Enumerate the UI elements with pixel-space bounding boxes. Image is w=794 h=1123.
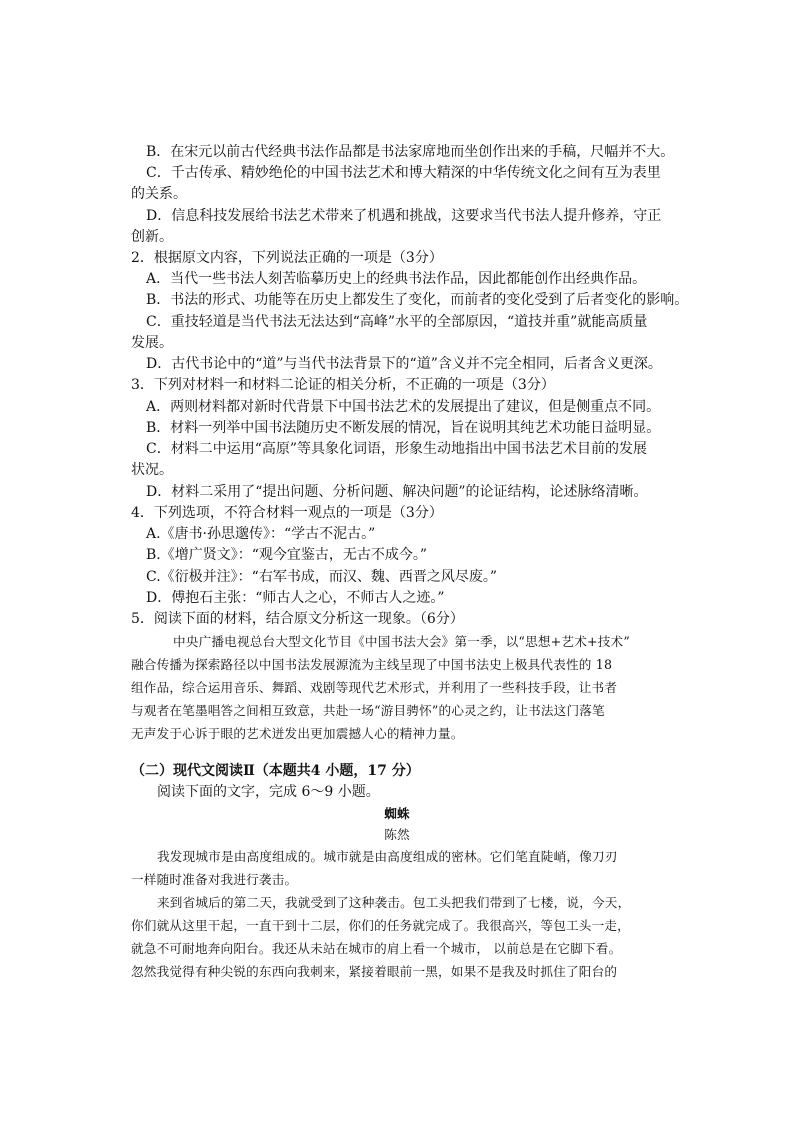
option-line: B．在宋元以前古代经典书法作品都是书法家席地而坐创作出来的手稿，尺幅并不大。 <box>146 144 675 160</box>
option-line: A．两则材料都对新时代背景下中国书法艺术的发展提出了建议，但是侧重点不同。 <box>146 399 661 415</box>
material-line: 组作品，综合运用音乐、舞蹈、戏剧等现代艺术形式，并利用了一些科技手段，让书者 <box>131 680 618 695</box>
option-line: C．重技轻道是当代书法无法达到“高峰”水平的全部原因，“道技并重”就能高质量 <box>146 314 648 330</box>
material-line: 中央广播电视总台大型文化节目《中国书法大会》第一季，以“思想+艺术+技术” <box>173 634 630 649</box>
option-line: C．千古传承、精妙绝伦的中国书法艺术和博大精深的中华传统文化之间有互为表里 <box>146 165 661 181</box>
option-line: D．材料二采用了“提出问题、分析问题、解决问题”的论证结构，论述脉络清晰。 <box>146 484 648 500</box>
question-stem: 2．根据原文内容，下列说法正确的一项是（3分） <box>131 250 443 266</box>
material-line: 与观者在笔墨唱答之间相互致意，共赴一场“游目骋怀”的心灵之约，让书法这门落笔 <box>131 703 605 718</box>
story-line: 你们就从这里干起，一直干到十二层，你们的任务就完成了。我很高兴，等包工头一走， <box>131 918 630 933</box>
story-author: 陈然 <box>384 827 410 842</box>
story-line: 就急不可耐地奔向阳台。我还从未站在城市的肩上看一个城市， 以前总是在它脚下看。 <box>131 941 622 956</box>
question-stem: 5．阅读下面的材料，结合原文分析这一现象。（6分） <box>131 611 464 627</box>
option-line: C.《衍极并注》：“右军书成，而汉、魏、西晋之风尽废。” <box>146 569 497 585</box>
option-line: 的关系。 <box>131 186 187 202</box>
instruction-text: 阅读下面的文字，完成 6～9 小题。 <box>157 784 380 800</box>
story-line: 来到省城后的第二天，我就受到了这种袭击。包工头把我们带到了七楼，说，今天， <box>157 895 631 910</box>
option-line: D．傅抱石主张：“师古人之心，不师古人之迹。” <box>146 590 445 606</box>
option-line: A.《唐书·孙思邈传》：“学古不泥古。” <box>146 526 376 542</box>
option-line: 状况。 <box>131 462 173 478</box>
section-heading: （二）现代文阅读Ⅱ（本题共4 小题，17 分） <box>131 763 420 779</box>
story-line: 忽然我觉得有种尖锐的东西向我刺来，紧接着眼前一黑，如果不是我及时抓住了阳台的 <box>131 964 618 979</box>
story-title: 蜘蛛 <box>384 806 410 821</box>
story-line: 我发现城市是由高度组成的。城市就是由高度组成的密林。它们笔直陡峭，像刀刃 <box>157 849 618 864</box>
story-line: 一样随时准备对我进行袭击。 <box>131 872 298 887</box>
option-line: C．材料二中运用“高原”等具象化词语，形象生动地指出中国书法艺术目前的发展 <box>146 441 648 457</box>
option-line: B.《增广贤文》：“观今宜鉴古，无古不成今。” <box>146 547 428 563</box>
option-line: D．古代书论中的“道”与当代书法背景下的“道”含义并不完全相同，后者含义更深。 <box>146 356 662 372</box>
material-line: 无声发于心诉于眼的艺术迸发出更加震撼人心的精神力量。 <box>131 726 464 741</box>
option-line: A．当代一些书法人刻苦临摹历史上的经典书法作品，因此都能创作出经典作品。 <box>146 271 647 287</box>
option-line: D．信息科技发展给书法艺术带来了机遇和挑战，这要求当代书法人提升修养，守正 <box>146 208 662 224</box>
material-line: 融合传播为探索路径以中国书法发展源流为主线呈现了中国书法史上极具代表性的 18 <box>131 657 613 672</box>
question-stem: 4．下列选项，不符合材料一观点的一项是（3分） <box>131 505 443 521</box>
question-stem: 3．下列对材料一和材料二论证的相关分析，不正确的一项是（3分） <box>131 377 555 393</box>
option-line: 发展。 <box>131 335 173 351</box>
option-line: B．材料一列举中国书法随历史不断发展的情况，旨在说明其纯艺术功能日益明显。 <box>146 420 661 436</box>
option-line: B．书法的形式、功能等在历史上都发生了变化，而前者的变化受到了后者变化的影响。 <box>146 292 689 308</box>
option-line: 创新。 <box>131 229 173 245</box>
